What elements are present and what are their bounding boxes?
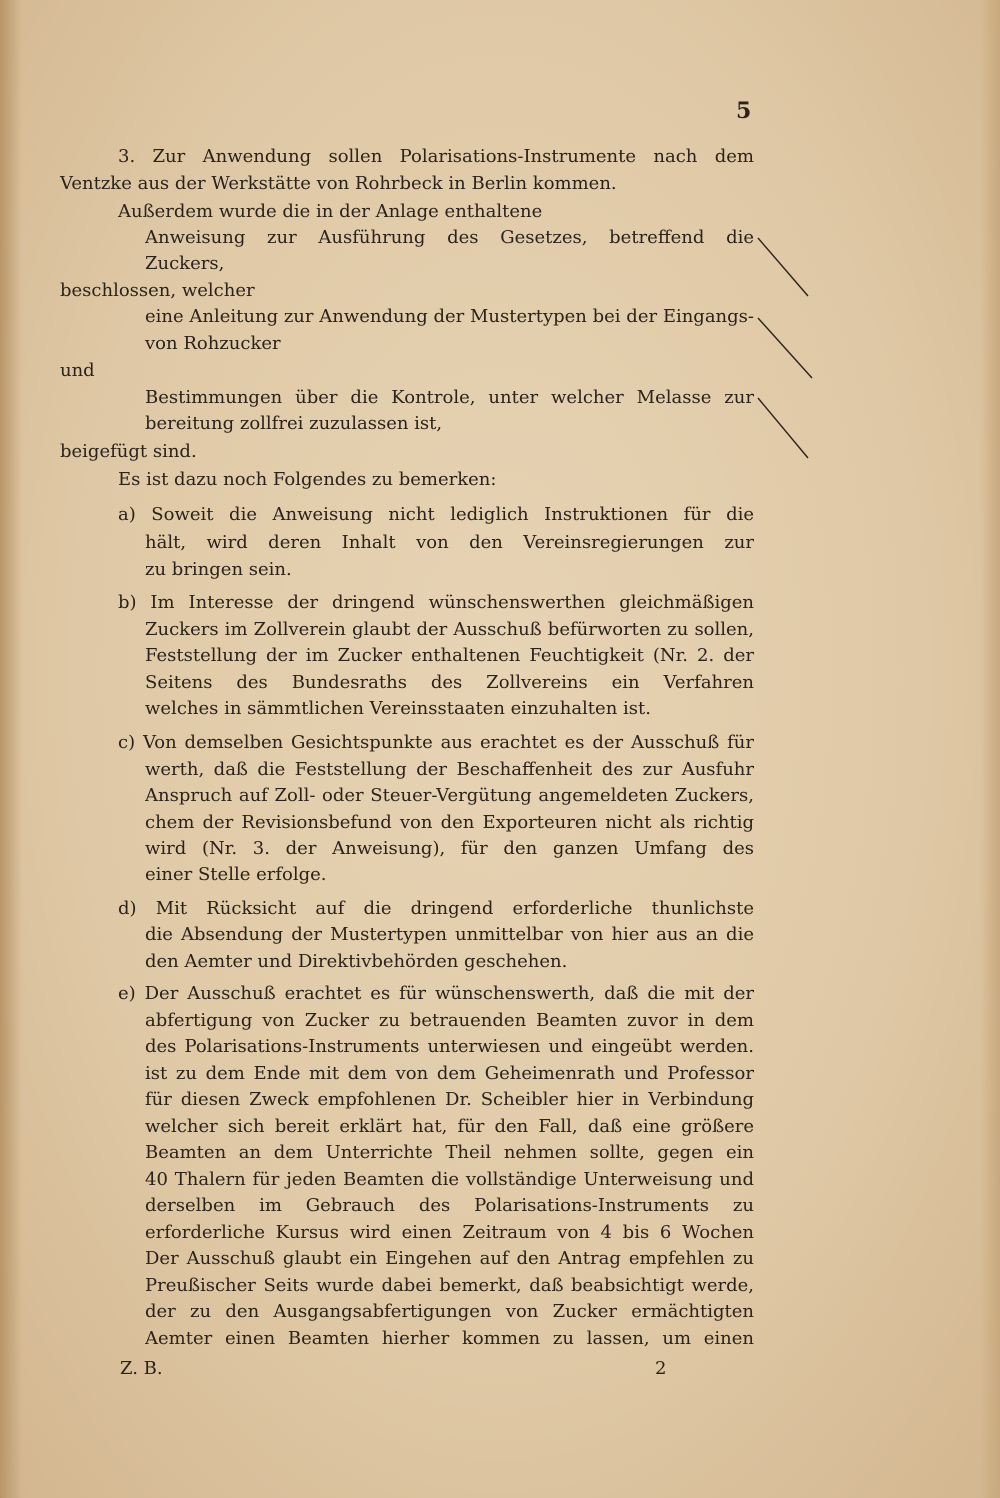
- text-line: Preußischer Seits wurde dabei bemerkt, daß beabsichtigt werde,: [145, 1275, 754, 1296]
- text-line: wird (Nr. 3. der Anweisung), für den ganzen Umfang des: [145, 838, 754, 859]
- text-line: der zu den Ausgangsabfertigungen von Zucker ermächtigten: [145, 1301, 754, 1322]
- text-line: einer Stelle erfolge.: [145, 864, 327, 885]
- bracket-stroke-1: [758, 238, 808, 296]
- text-line: welcher sich bereit erklärt hat, für den Fall, daß eine größere: [145, 1116, 754, 1137]
- text-line: Beamten an dem Unterrichte Theil nehmen sollte, gegen ein: [145, 1142, 754, 1163]
- text-line: für diesen Zweck empfohlenen Dr. Scheibler hier in Verbindung: [145, 1089, 754, 1110]
- text-line: beigefügt sind.: [60, 441, 197, 462]
- text-line: ist zu dem Ende mit dem von dem Geheimenrath und Professor: [145, 1063, 754, 1084]
- text-line: und: [60, 360, 95, 381]
- text-line: hält, wird deren Inhalt von den Vereinsregierungen zur: [145, 532, 754, 553]
- text-line: a) Soweit die Anweisung nicht lediglich Instruktionen für die: [118, 504, 754, 525]
- text-line: den Aemter und Direktivbehörden geschehen.: [145, 951, 568, 972]
- text-line: c) Von demselben Gesichtspunkte aus erachtet es der Ausschuß für: [118, 732, 754, 753]
- page-edge-left: [0, 0, 22, 1498]
- text-line: eine Anleitung zur Anwendung der Mustertypen bei der Eingangs-: [145, 306, 754, 327]
- text-line: derselben im Gebrauch des Polarisations-Instruments zu: [145, 1195, 754, 1216]
- sheet-number: 2: [655, 1358, 667, 1379]
- text-line: Ventzke aus der Werkstätte von Rohrbeck in Berlin kommen.: [60, 173, 617, 194]
- signature-mark: Z. B.: [120, 1358, 163, 1379]
- text-line: Außerdem wurde die in der Anlage enthaltene: [118, 201, 543, 222]
- text-line: die Absendung der Mustertypen unmittelbar von hier aus an die: [145, 924, 754, 945]
- text-line: d) Mit Rücksicht auf die dringend erforderliche thunlichste: [118, 898, 754, 919]
- text-line: beschlossen, welcher: [60, 280, 255, 301]
- text-line: chem der Revisionsbefund von den Exporteuren nicht als richtig: [145, 812, 754, 833]
- text-line: b) Im Interesse der dringend wünschenswerthen gleichmäßigen: [118, 592, 754, 613]
- text-line: von Rohzucker: [145, 333, 281, 354]
- text-line: Seitens des Bundesraths des Zollvereins ein Verfahren: [145, 672, 754, 693]
- text-line: Der Ausschuß glaubt ein Eingehen auf den Antrag empfehlen zu: [145, 1248, 754, 1269]
- text-line: des Polarisations-Instruments unterwiesen und eingeübt werden.: [145, 1036, 754, 1057]
- text-line: 3. Zur Anwendung sollen Polarisations-Instrumente nach dem: [118, 146, 754, 167]
- text-line: zu bringen sein.: [145, 559, 292, 580]
- text-line: abfertigung von Zucker zu betrauenden Beamten zuvor in dem: [145, 1010, 754, 1031]
- text-line: Anweisung zur Ausführung des Gesetzes, betreffend die: [145, 227, 754, 248]
- bracket-stroke-2: [758, 318, 812, 378]
- text-line: 40 Thalern für jeden Beamten die vollständige Unterweisung und: [145, 1169, 754, 1190]
- text-line: Zuckers,: [145, 253, 225, 274]
- text-line: Es ist dazu noch Folgendes zu bemerken:: [118, 469, 497, 490]
- text-line: werth, daß die Feststellung der Beschaffenheit des zur Ausfuhr: [145, 759, 754, 780]
- page-number: 5: [736, 98, 752, 124]
- text-line: Zuckers im Zollverein glaubt der Ausschuß befürworten zu sollen,: [145, 619, 754, 640]
- text-line: bereitung zollfrei zuzulassen ist,: [145, 413, 443, 434]
- text-line: Bestimmungen über die Kontrole, unter welcher Melasse zur: [145, 387, 754, 408]
- text-line: e) Der Ausschuß erachtet es für wünschenswerth, daß die mit der: [118, 983, 754, 1004]
- text-line: Anspruch auf Zoll- oder Steuer-Vergütung angemeldeten Zuckers,: [145, 785, 754, 806]
- bracket-stroke-3: [758, 398, 808, 458]
- text-line: welches in sämmtlichen Vereinsstaaten einzuhalten ist.: [145, 698, 651, 719]
- text-line: erforderliche Kursus wird einen Zeitraum von 4 bis 6 Wochen: [145, 1222, 754, 1243]
- page-edge-right: [980, 0, 1000, 1498]
- text-line: Feststellung der im Zucker enthaltenen Feuchtigkeit (Nr. 2. der: [145, 645, 754, 666]
- text-line: Aemter einen Beamten hierher kommen zu lassen, um einen: [145, 1328, 754, 1349]
